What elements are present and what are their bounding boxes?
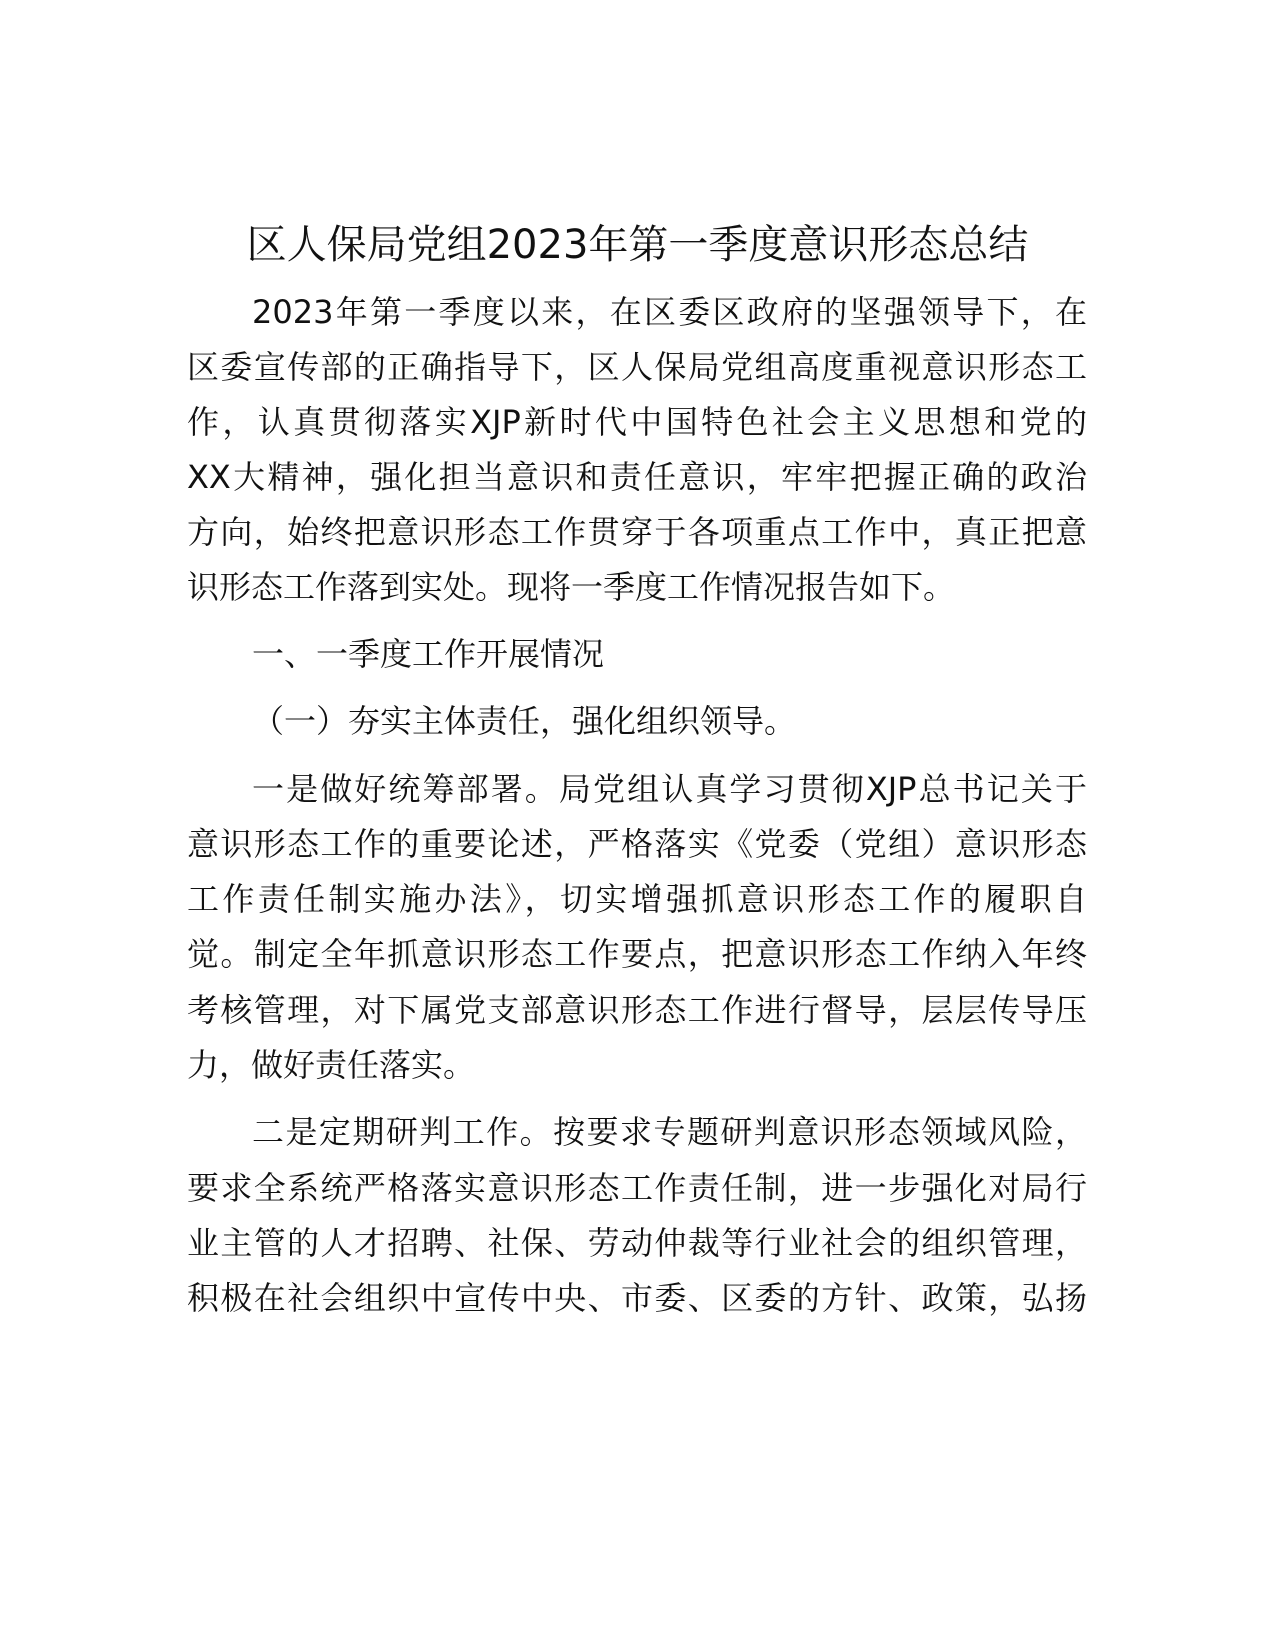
paragraph-line: 区委宣传部的正确指导下，区人保局党组高度重视意识形态工	[187, 348, 1087, 386]
paragraph-line: XX大精神，强化担当意识和责任意识，牢牢把握正确的政治	[187, 458, 1087, 496]
paragraph-line: 觉。制定全年抓意识形态工作要点，把意识形态工作纳入年终	[187, 935, 1087, 973]
paragraph-line: 二是定期研判工作。按要求专题研判意识形态领域风险，	[252, 1113, 1087, 1151]
paragraph-line: 方向，始终把意识形态工作贯穿于各项重点工作中，真正把意	[187, 513, 1087, 551]
paragraph-line: 积极在社会组织中宣传中央、市委、区委的方针、政策，弘扬	[187, 1279, 1087, 1317]
paragraph-line: 工作责任制实施办法》，切实增强抓意识形态工作的履职自	[187, 880, 1087, 918]
paragraph-line: 作，认真贯彻落实XJP新时代中国特色社会主义思想和党的	[187, 403, 1087, 441]
document-title: 区人保局党组2023年第一季度意识形态总结	[246, 222, 1029, 268]
paragraph-line: 意识形态工作的重要论述，严格落实《党委（党组）意识形态	[187, 825, 1087, 863]
section-heading: 一、一季度工作开展情况	[252, 635, 605, 673]
paragraph-line: 识形态工作落到实处。现将一季度工作情况报告如下。	[187, 568, 956, 606]
paragraph-line: 一是做好统筹部署。局党组认真学习贯彻XJP总书记关于	[252, 770, 1087, 808]
subsection-heading: （一）夯实主体责任，强化组织领导。	[252, 702, 797, 740]
paragraph-line: 业主管的人才招聘、社保、劳动仲裁等行业社会的组织管理，	[187, 1224, 1087, 1262]
paragraph-line: 考核管理，对下属党支部意识形态工作进行督导，层层传导压	[187, 991, 1087, 1029]
paragraph-line: 力，做好责任落实。	[187, 1046, 476, 1084]
paragraph-line: 2023年第一季度以来，在区委区政府的坚强领导下，在	[252, 293, 1087, 331]
paragraph-line: 要求全系统严格落实意识形态工作责任制，进一步强化对局行	[187, 1169, 1087, 1207]
